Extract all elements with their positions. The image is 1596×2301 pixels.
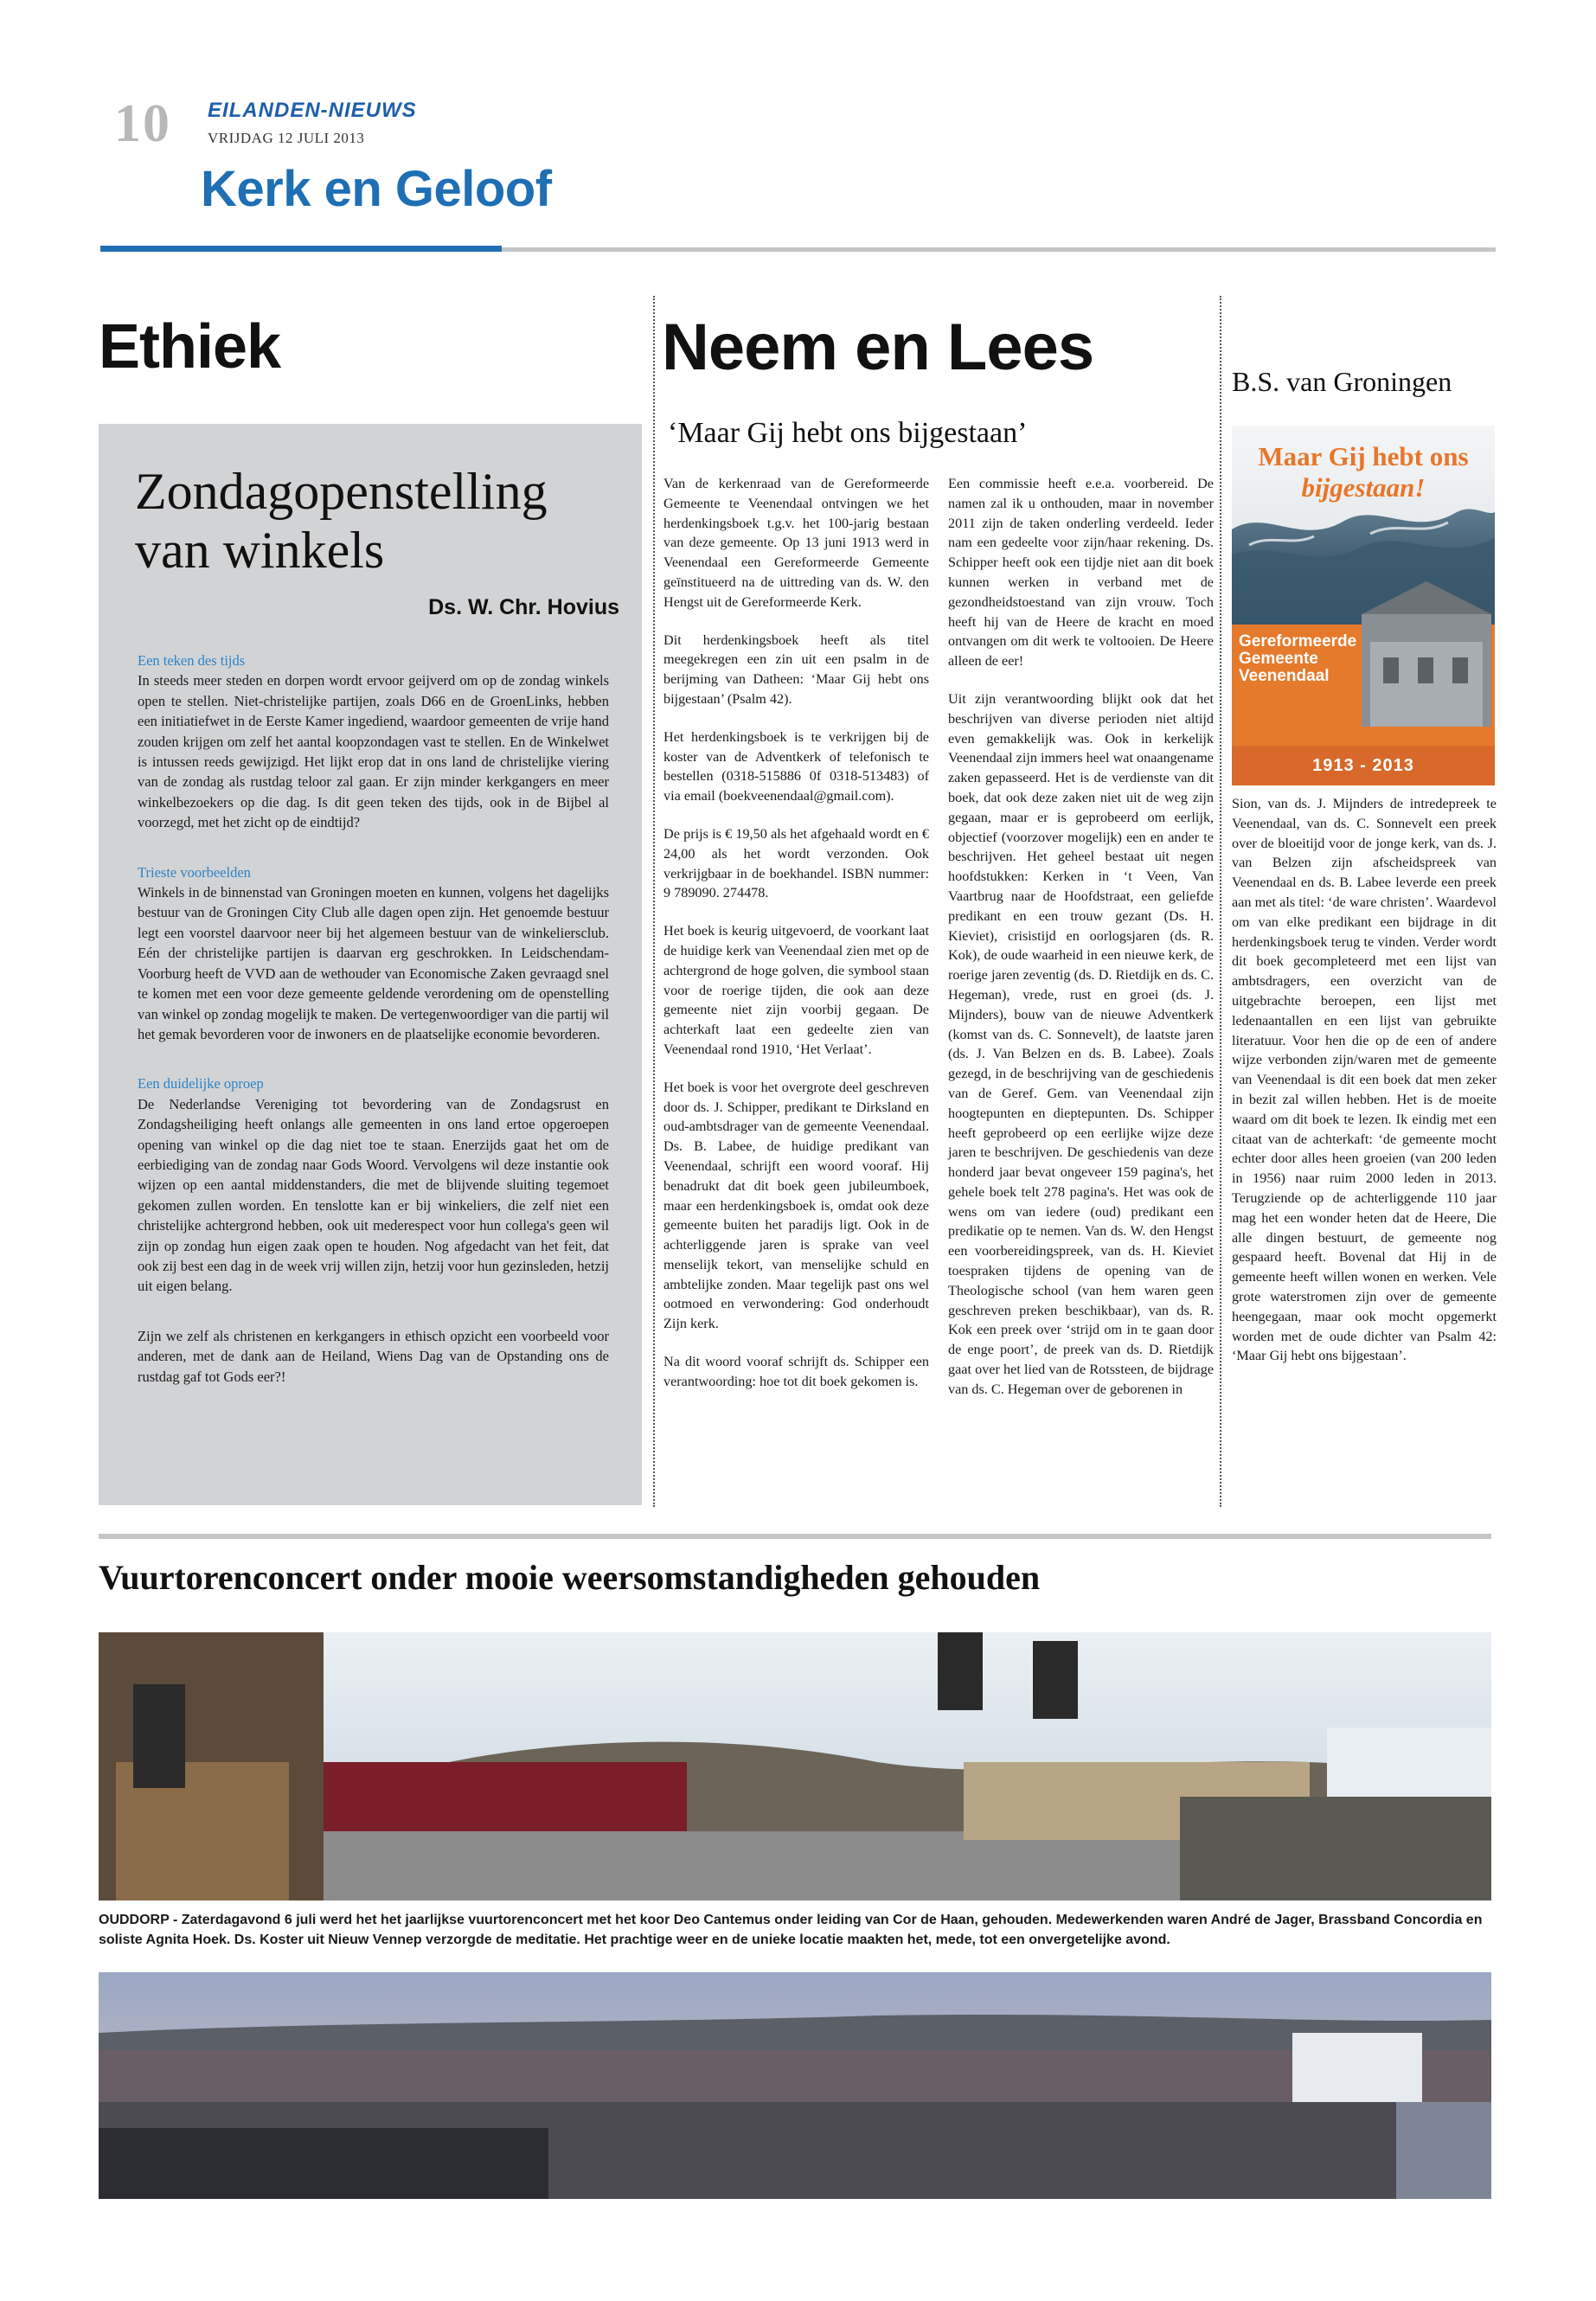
masthead-name: EILANDEN-NIEUWS — [208, 99, 417, 122]
paragraph: Van de kerkenraad van de Gereformeerde Gemeente te Veenendaal ontvingen we het herdenkingsboek t.g.v. het 100-jarig bestaan van deze gemeente. Op 13 juni 1913 werd in Veenendaal een Gereformeerde Gemeente geïnstitueerd na de uittreding van ds. W. den Hengst uit de Gereformeerde Kerk. — [663, 476, 929, 610]
book-cover-subtitle — [1239, 633, 1356, 685]
vuurtoren-heading: Vuurtorenconcert onder mooie weersomstandigheden gehouden — [99, 1558, 1041, 1597]
section-text: Zijn we zelf als christenen en kerkgangers in ethisch opzicht een voorbeeld voor anderen, met de dank aan de Heiland, Wiens Dag van de Opstanding ons de rustdag gaf tot Gods eer?! — [138, 1327, 609, 1385]
section-text: Winkels in de binnenstad van Groningen moeten en kunnen, volgens het dagelijks bestuur van de Groningen City Club alle dagen open zijn. Het genoemde bestuur legt een voorstel daarvoor neer bij het algemeen bestuur van de winkeliersclub. Eén der christelijke partijen is daarvan erg geschrokken. In Leidschendam-Voorburg heeft de VVD aan de wethouder van Economische Zaken gevraagd snel te komen met een voor deze gemeente geldende verordening om de openstelling van winkel op zondag mogelijk te maken. De vertegenwoordiger van die partij wil het gemak bevorderen voor de inwoners en de plaatselijke economie bevorderen. — [138, 884, 609, 1042]
neem-column-1 — [663, 474, 929, 1410]
ethiek-section-4 — [138, 1326, 609, 1387]
book-cover-title-line: Maar Gij hebt ons — [1258, 441, 1469, 471]
paragraph: Het herdenkingsboek is te verkrijgen bij de koster van de Adventkerk of telefonisch te bestellen (0318-515886 0f 0318-513483) of via email (boekveenendaal@gmail.com). — [663, 728, 929, 804]
ethiek-article-box — [99, 424, 642, 1505]
neem-column-3 — [1232, 794, 1497, 1384]
audience-photo-panorama — [99, 1972, 1491, 2199]
section-rule-grey — [502, 247, 1496, 252]
review-author: B.S. van Groningen — [1232, 366, 1452, 397]
section-text: In steeds meer steden en dorpen wordt ervoor geijverd om op de zondag winkels open te stellen. Niet-christelijke partijen, zoals D66 en de GroenLinks, hebben een initiatiefwet in de Eerste Kamer ingediend, waardoor gemeenten de vrije hand zouden krijgen om zelf het aantal koopzondagen vast te stellen. En de Winkelwet is intussen reeds gewijzigd. Het lijkt erop dat in ons land de christelijke viering van de zondag als rustdag teloor zal gaan. Er zijn minder kerkgangers en meer winkelbezoekers op die dag. Is dit geen teken des tijds, ook in de Bijbel al voorzegd, met het zicht op de eindtijd? — [138, 672, 609, 831]
book-cover-image — [1232, 426, 1495, 785]
book-cover-years: 1913 - 2013 — [1312, 756, 1414, 775]
book-cover-subtitle-line: Gemeente — [1239, 650, 1318, 668]
book-cover-subtitle-line: Gereformeerde — [1239, 632, 1357, 651]
paragraph: Uit zijn verantwoording blijkt ook dat het beschrijven van diverse perioden niet altijd even gemakkelijk was. Ook in kerkelijk Veenendaal zijn immers heel wat onaangename zaken gepasseerd. Het is de verdienste van dit boek, dat ook deze zaken niet uit de weg zijn gegaan, maar er is geprobeerd om eerlijk, objectief (voorzover mogelijk) een en ander te beschrijven. Het geheel bestaat uit negen hoofdstukken: Kerken in ‘t Veen, Van Vaartbrug naar de Hoofdstraat, een geliefde predikant en een trouw gezant (Ds. H. Kieviet), crisistijd en oorlogsjaren (ds. R. Kok), de oude waarheid in een nieuwe kerk, de roerige jaren zeventig (ds. D. Rietdijk en ds. C. Hegeman), vrede, rust en groei (ds. J. Mijnders), bouw van de nieuwe Adventkerk (komst van ds. C. Sonnevelt), de laatste jaren (ds. J. Van Belzen en ds. B. Labee). Zoals gezegd, in de beschrijving van de geschiedenis van de Geref. Gem. van Veenendaal zijn hoogtepunten en dieptepunten. Ds. Schipper heeft geprobeerd op een eerlijke wijze deze jaren te beschrijven. De geschiedenis van deze honderd jaar bevat ongeveer 159 pagina's, het gehele boek telt 278 pagina's. Het was ook de wens om van iedere (oud) predikant een predikatie op te nemen. Van ds. W. den Hengst een voorbereidingspreek, van ds. H. Kieviet toespraken tijdens de opening van de Theologische school (van hem waren geen geschreven preken beschikbaar), van ds. R. Kok een preek over ‘strijd om in te gaan door de enge poort’, de preek van ds. D. Rietdijk gaat over het lied van de Rotssteen, de bijdrage van ds. C. Hegeman over de geborenen in — [948, 690, 1214, 1397]
ethiek-section-3 — [138, 1074, 609, 1296]
book-cover-title-line: bijgestaan! — [1301, 472, 1426, 503]
page-number: 10 — [114, 94, 171, 153]
bottom-rule — [99, 1534, 1491, 1539]
paragraph: Na dit woord vooraf schrijft ds. Schipper een verantwoording: hoe tot dit boek gekomen is. — [663, 1354, 929, 1389]
masthead-date: VRIJDAG 12 JULI 2013 — [208, 130, 365, 146]
paragraph: Een commissie heeft e.e.a. voorbereid. De namen zal ik u onthouden, maar in november 2011 zijn de taken onderling verdeeld. Ieder nam een gedeelte voor zijn/haar rekening. Ds. Schipper heeft ook een tijdje niet aan dit boek kunnen werken in verband met de gezondheidstoestand van zijn vrouw. Toch heeft hij van de Heere de kracht en moed ontvangen om dit werk te voltooien. De Heere alleen de eer! — [948, 476, 1214, 670]
column-divider — [1220, 296, 1221, 1507]
concert-photo-panorama — [99, 1632, 1491, 1900]
ethiek-heading: Ethiek — [99, 312, 281, 381]
paragraph: Het boek is keurig uitgevoerd, de voorkant laat de huidige kerk van Veenendaal zien met op de achtergrond de hoge golven, die symbool staan voor de roerige tijden, die ook aan deze gemeente niet zijn voorbij gegaan. De achterkaft laat een gedeelte zien van Veenendaal rond 1910, ‘Het Verlaat’. — [663, 923, 929, 1057]
ethiek-section-1 — [138, 651, 609, 833]
neem-column-2 — [948, 474, 1214, 1418]
photo-caption: OUDDORP - Zaterdagavond 6 juli werd het het jaarlijkse vuurtorenconcert met het koor Deo Cantemus onder leiding van Cor de Haan, gehouden. Medewerkenden waren André de Jager, Brassband Concordia en soliste Agnita Hoek. Ds. Koster uit Nieuw Vennep verzorgde de meditatie. Het prachtige weer en de unieke locatie maakten het, mede, tot een onvergetelijke avond. — [99, 1913, 1483, 1947]
neem-heading: Neem en Lees — [662, 311, 1094, 384]
audience-photo-art — [99, 1972, 1491, 2199]
book-cover-subtitle-line: Veenendaal — [1239, 667, 1330, 685]
book-cover-title — [1232, 441, 1495, 503]
ethiek-section-2 — [138, 862, 609, 1045]
section-subhead: Een duidelijke oproep — [138, 1075, 264, 1093]
article-title: Zondagopenstelling van winkels — [135, 463, 548, 579]
paragraph: Dit herdenkingsboek heeft als titel meegekregen een zin uit een psalm in de berijming van Datheen: ‘Maar Gij hebt ons bijgestaan’ (Psalm 42). — [663, 631, 929, 707]
section-subhead: Trieste voorbeelden — [138, 863, 251, 881]
ethiek-body — [138, 651, 609, 1416]
section-title: Kerk en Geloof — [201, 161, 552, 217]
section-text: De Nederlandse Vereniging tot bevordering van de Zondagsrust en Zondagsheiliging heeft onlangs alle gemeenten in ons land ertoe opgeroepen opening van winkel op die dag niet toe te staan. Enerzijds gaat het om de eerbiediging van de zondag naar Gods Woord. Vervolgens wil deze instantie ook wijzen op een aantal middenstanders, die met de blijvende sluiting tegemoet gekomen zullen worden. En tenslotte kan er bij winkeliers, die zelf niet een christelijke achtergrond hebben, ook uit mederespect voor hun collega's geen wil zijn op zondag hun eigen zaak open te houden. Nog afgedacht van het feit, dat ook zij best een dag in de week vrij willen zijn, hetzij voor hun gezinsleden, hetzij uit eigen belang. — [138, 1095, 609, 1295]
concert-photo-art — [99, 1632, 1491, 1900]
neem-subtitle: ‘Maar Gij hebt ons bijgestaan’ — [668, 417, 1028, 449]
paragraph: De prijs is € 19,50 als het afgehaald wordt en € 24,00 als het wordt verzonden. Ook verkrijgbaar in de boekhandel. ISBN nummer: 9 789090. 274478. — [663, 825, 929, 901]
paragraph: Het boek is voor het overgrote deel geschreven door ds. J. Schipper, predikant te Dirksland en oud-ambtsdrager van de gemeente Veenendaal. Ds. B. Labee, de huidige predikant van Veenendaal, schrijft een woord vooraf. Hij benadrukt dat dit boek geen jubileumboek, maar een herdenkingsboek is, omdat ook deze gemeente buiten het paradijs ligt. Ook in de achterliggende jaren is sprake van veel menselijk tekort, van menselijke schuld en ambtelijke zonden. Maar tegelijk past ons wel ootmoed en verwondering: God onderhoudt Zijn kerk. — [663, 1079, 929, 1332]
column-divider — [653, 296, 655, 1507]
section-subhead: Een teken des tijds — [138, 652, 246, 669]
article-author: Ds. W. Chr. Hovius — [428, 595, 619, 619]
section-rule-blue — [100, 246, 502, 252]
paragraph: Sion, van ds. J. Mijnders de intredepreek te Veenendaal, van ds. C. Sonnevelt een preek over de bloeitijd voor de jonge kerk, van ds. J. van Belzen zijn afscheidspreek van Veenendaal en ds. B. Labee leverde een preek aan met als titel: ‘de ware christen’. Waardevol om van elke predikant een bijdrage in dit herdenkingsboek terug te vinden. Verder wordt dit boek gecompleteerd met een lijst van ambtsdragers, een overzicht van de uitgebrachte beroepen, een lijst met ledenaantallen en een lijst van gebruikte literatuur. Voor hen die op de een of andere wijze verbonden zijn/waren met de gemeente van Veenendaal is dit een boek dat men zeker in bezit zal willen hebben. Het is de moeite waard om dit boek te lezen. Ik eindig met een citaat van de achterkaft: ‘de gemeente mocht echter door alles heen groeien (van 200 leden in 1956) naar ruim 2000 leden in 2013. Terugziende op de achterliggende 110 jaar mag het een wonder heten dat de Heere, Die alle dingen bestuurt, de gemeente nog gespaard heeft. Bovenal dat Hij in de gemeente heeft willen wonen en werken. Vele grote waterstromen zijn over de gemeente heengegaan, maar ook mocht opgemerkt worden met de oude dichter van Psalm 42: ‘Maar Gij hebt ons bijgestaan’. — [1232, 796, 1497, 1364]
